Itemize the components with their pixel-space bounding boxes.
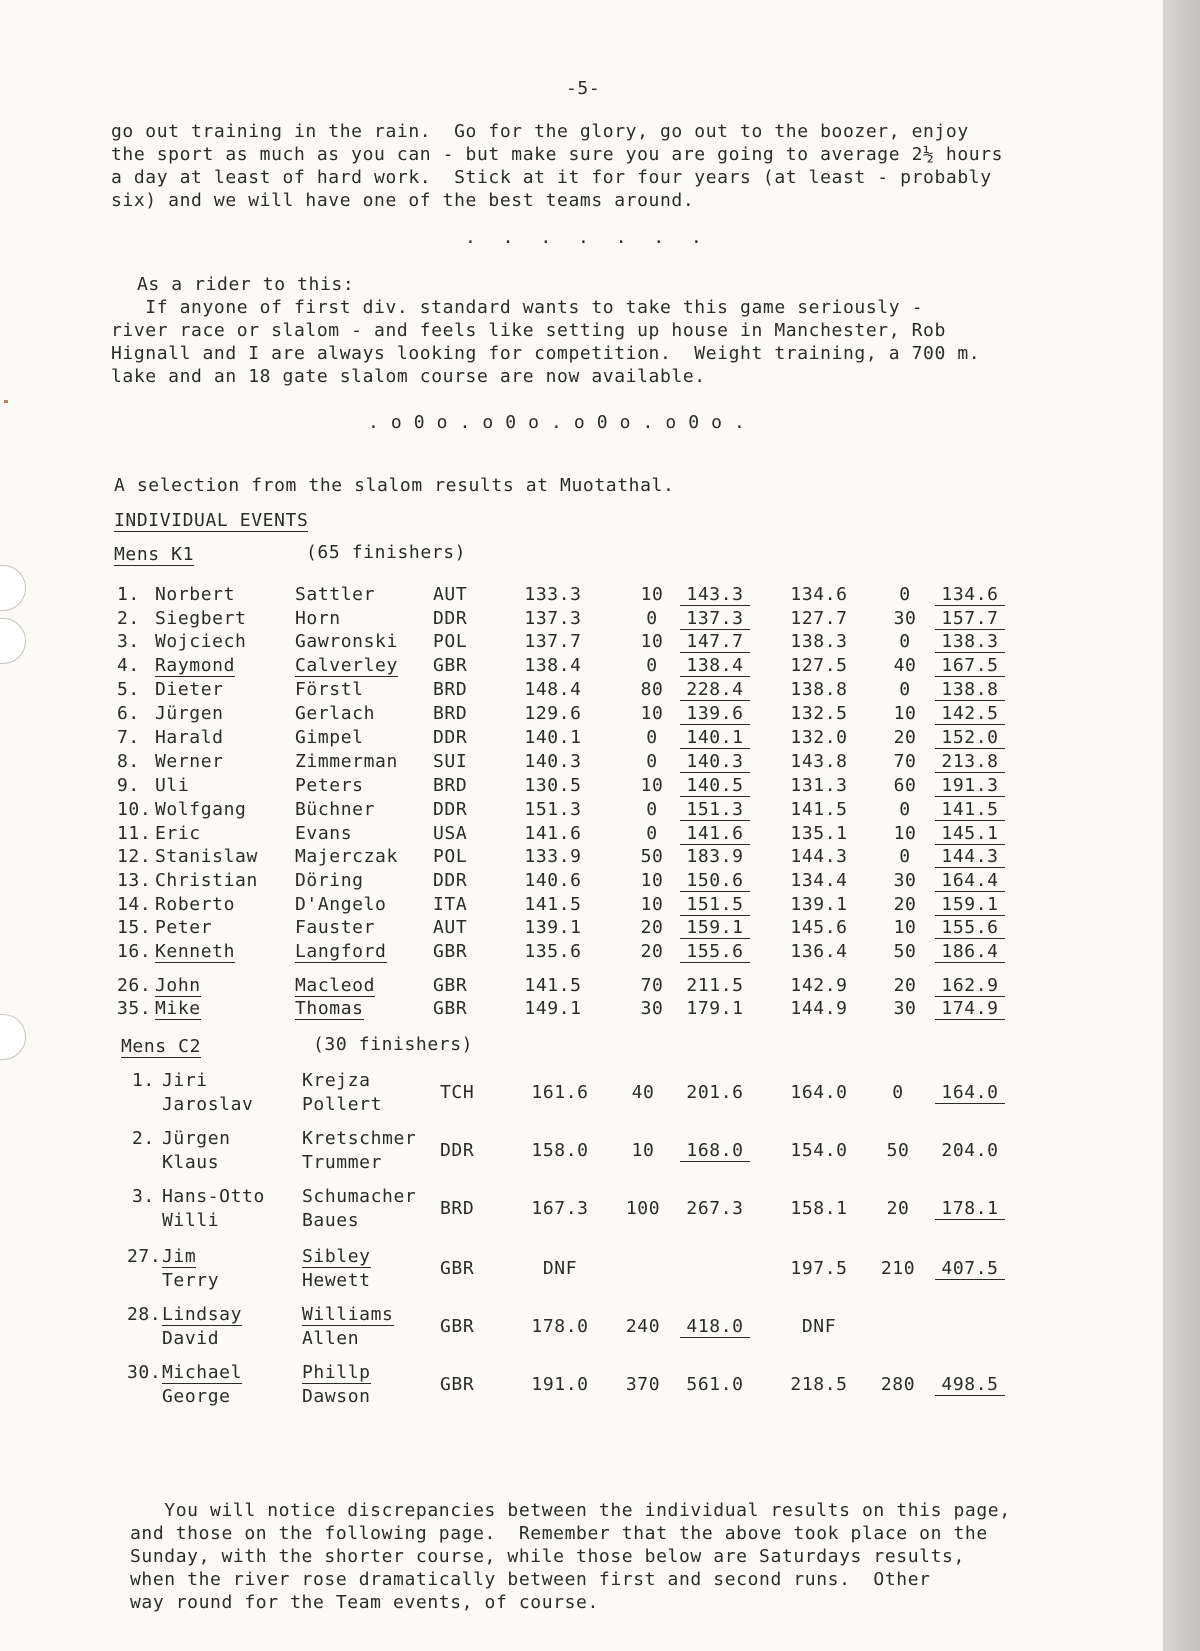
- run1-total: 151.5: [680, 896, 750, 916]
- run1-total: 267.3: [686, 1198, 744, 1219]
- position-number: 4.: [117, 655, 140, 676]
- surname: Allen: [302, 1328, 360, 1349]
- nation: BRD: [440, 1198, 475, 1219]
- position-number: 8.: [117, 751, 140, 772]
- surname: Büchner: [295, 799, 376, 820]
- table-row: [0, 872, 1163, 896]
- run1-time: 167.3: [531, 1198, 589, 1219]
- position-number: 7.: [117, 727, 140, 748]
- surname: Dawson: [302, 1386, 371, 1407]
- run1-total: 179.1: [686, 998, 744, 1019]
- run1-time: 151.3: [524, 799, 582, 820]
- run2-total: 138.8: [935, 681, 1005, 701]
- o-separator: . o 0 o . o 0 o . o 0 o . o 0 o .: [368, 412, 746, 433]
- position-number: 9.: [117, 775, 140, 796]
- surname: Döring: [295, 870, 364, 891]
- run2-total: 157.7: [935, 610, 1005, 630]
- surname: Majerczak: [295, 846, 398, 867]
- first-name: Wolfgang: [155, 799, 247, 820]
- closing-line: You will notice discrepancies between the individual results on this page,: [130, 1500, 1011, 1521]
- run1-time: 138.4: [524, 655, 582, 676]
- run1-total: 147.7: [680, 633, 750, 653]
- run1-penalty: 0: [646, 727, 658, 748]
- run2-time: 145.6: [790, 917, 848, 938]
- run1-time: 141.5: [524, 894, 582, 915]
- run2-time: 134.6: [790, 584, 848, 605]
- run1-time: 148.4: [524, 679, 582, 700]
- run1-time: 141.5: [524, 975, 582, 996]
- first-name: Jaroslav: [162, 1094, 254, 1115]
- run1-total: 418.0: [680, 1318, 750, 1338]
- first-name: Peter: [155, 917, 213, 938]
- first-name: Hans-Otto: [162, 1186, 265, 1207]
- first-name: Terry: [162, 1270, 220, 1291]
- table-row: [0, 657, 1163, 681]
- intro-line: go out training in the rain. Go for the glory, go out to the boozer, enjoy: [111, 121, 969, 142]
- run2-total: 213.8: [935, 753, 1005, 773]
- run2-total: 164.0: [935, 1084, 1005, 1104]
- nation: DDR: [433, 608, 468, 629]
- nation: DDR: [440, 1140, 475, 1161]
- nation: GBR: [440, 1258, 475, 1279]
- nation: BRD: [433, 679, 468, 700]
- run1-penalty: 240: [625, 1316, 661, 1337]
- run2-penalty: 0: [899, 846, 911, 867]
- k1-title: Mens K1: [114, 544, 195, 565]
- run2-penalty: 10: [893, 703, 917, 724]
- nation: DDR: [433, 799, 468, 820]
- position-number: 6.: [117, 703, 140, 724]
- rider-heading: As a rider to this:: [137, 274, 355, 295]
- run2-penalty: 20: [893, 975, 917, 996]
- run2-time: 144.9: [790, 998, 848, 1019]
- run2-time: 132.0: [790, 727, 848, 748]
- run2-penalty: 70: [893, 751, 917, 772]
- rider-line: If anyone of first div. standard wants to take this game seriously -: [111, 297, 924, 318]
- run2-total: 138.3: [935, 633, 1005, 653]
- first-name: Jim: [162, 1246, 197, 1267]
- run2-penalty: 50: [893, 941, 917, 962]
- first-name: Norbert: [155, 584, 236, 605]
- run1-total: 151.3: [680, 801, 750, 821]
- table-row: [0, 1000, 1163, 1024]
- run1-time: 133.9: [524, 846, 582, 867]
- run2-time: 138.3: [790, 631, 848, 652]
- run2-total: 141.5: [935, 801, 1005, 821]
- first-name: Kenneth: [155, 941, 236, 962]
- run2-total: 142.5: [935, 705, 1005, 725]
- first-name: Jürgen: [162, 1128, 231, 1149]
- run2-time: 138.8: [790, 679, 848, 700]
- c2-title: Mens C2: [121, 1036, 202, 1057]
- dots-separator: . . . . . . .: [465, 227, 710, 248]
- run1-penalty: 0: [646, 608, 658, 629]
- position-number: 11.: [117, 823, 152, 844]
- nation: GBR: [433, 998, 468, 1019]
- surname: Zimmerman: [295, 751, 398, 772]
- table-row: [0, 919, 1163, 943]
- closing-line: way round for the Team events, of course.: [130, 1592, 599, 1613]
- table-row: [0, 801, 1163, 825]
- run1-time: 137.7: [524, 631, 582, 652]
- run1-time: 149.1: [524, 998, 582, 1019]
- run1-penalty: 10: [631, 1140, 655, 1161]
- rider-line: river race or slalom - and feels like setting up house in Manchester, Rob: [111, 320, 946, 341]
- run2-time: 197.5: [790, 1258, 848, 1279]
- surname: D'Angelo: [295, 894, 387, 915]
- nation: GBR: [433, 655, 468, 676]
- surname: Langford: [295, 941, 387, 962]
- table-row: [0, 777, 1163, 801]
- position-number: 14.: [117, 894, 152, 915]
- surname: Kretschmer: [302, 1128, 417, 1149]
- surname: Williams: [302, 1304, 394, 1325]
- run2-penalty: 50: [886, 1140, 910, 1161]
- run2-time: 127.7: [790, 608, 848, 629]
- run1-time: 130.5: [524, 775, 582, 796]
- run1-total: 155.6: [680, 943, 750, 963]
- nation: GBR: [433, 975, 468, 996]
- first-name: Stanislaw: [155, 846, 258, 867]
- surname: Krejza: [302, 1070, 371, 1091]
- c2-finishers: (30 finishers): [313, 1034, 474, 1055]
- run1-total: 159.1: [680, 919, 750, 939]
- position-number: 15.: [117, 917, 152, 938]
- run1-total: 143.3: [680, 586, 750, 606]
- intro-line: the sport as much as you can - but make sure you are going to average 2½ hours: [111, 144, 1004, 165]
- run2-penalty: 210: [880, 1258, 916, 1279]
- run2-time: 141.5: [790, 799, 848, 820]
- run1-penalty: 0: [646, 655, 658, 676]
- closing-line: when the river rose dramatically between first and second runs. Other: [130, 1569, 931, 1590]
- run1-penalty: 0: [646, 823, 658, 844]
- first-name: Dieter: [155, 679, 224, 700]
- run1-time: 137.3: [524, 608, 582, 629]
- first-name: Lindsay: [162, 1304, 243, 1325]
- surname: Thomas: [295, 998, 364, 1019]
- nation: AUT: [433, 917, 468, 938]
- run2-time: 144.3: [790, 846, 848, 867]
- nation: AUT: [433, 584, 468, 605]
- surname: Calverley: [295, 655, 398, 676]
- run2-total: 162.9: [935, 977, 1005, 997]
- run1-time: 140.1: [524, 727, 582, 748]
- nation: USA: [433, 823, 468, 844]
- page-number: -5-: [566, 78, 601, 99]
- position-number: 1.: [132, 1070, 155, 1091]
- table-row: [0, 848, 1163, 872]
- run2-penalty: 30: [893, 608, 917, 629]
- run2-time: 135.1: [790, 823, 848, 844]
- position-number: 5.: [117, 679, 140, 700]
- run1-penalty: 10: [640, 775, 664, 796]
- table-row: [0, 586, 1163, 610]
- run2-penalty: 30: [893, 870, 917, 891]
- first-name: Jürgen: [155, 703, 224, 724]
- table-row: [0, 705, 1163, 729]
- run2-total: 191.3: [935, 777, 1005, 797]
- first-name: Jiri: [162, 1070, 208, 1091]
- position-number: 3.: [117, 631, 140, 652]
- table-row: [0, 753, 1163, 777]
- run1-total: 150.6: [680, 872, 750, 892]
- run2-total: 174.9: [935, 1000, 1005, 1020]
- run1-total: 140.3: [680, 753, 750, 773]
- surname: Sibley: [302, 1246, 371, 1267]
- run2-time: 164.0: [790, 1082, 848, 1103]
- run2-penalty: 0: [899, 584, 911, 605]
- rider-line: Hignall and I are always looking for competition. Weight training, a 700 m.: [111, 343, 981, 364]
- surname: Phillp: [302, 1362, 371, 1383]
- surname: Sattler: [295, 584, 376, 605]
- run1-total: 139.6: [680, 705, 750, 725]
- intro-line: a day at least of hard work. Stick at it for four years (at least - probably: [111, 167, 992, 188]
- run2-time: 142.9: [790, 975, 848, 996]
- run2-time: 143.8: [790, 751, 848, 772]
- run1-time: 140.6: [524, 870, 582, 891]
- run2-penalty: 40: [893, 655, 917, 676]
- nation: GBR: [440, 1374, 475, 1395]
- run2-penalty: 280: [880, 1374, 916, 1395]
- run2-total: 152.0: [935, 729, 1005, 749]
- position-number: 13.: [117, 870, 152, 891]
- run2-total: 186.4: [935, 943, 1005, 963]
- run1-total: 140.1: [680, 729, 750, 749]
- first-name: Eric: [155, 823, 201, 844]
- run1-total: 141.6: [680, 825, 750, 845]
- position-number: 35.: [117, 998, 152, 1019]
- run2-total: 134.6: [935, 586, 1005, 606]
- rider-line: lake and an 18 gate slalom course are now available.: [111, 366, 706, 387]
- run2-time: 131.3: [790, 775, 848, 796]
- run1-time: 133.3: [524, 584, 582, 605]
- nation: GBR: [433, 941, 468, 962]
- closing-line: Sunday, with the shorter course, while those below are Saturdays results,: [130, 1546, 965, 1567]
- run1-total: 561.0: [686, 1374, 744, 1395]
- nation: POL: [433, 631, 468, 652]
- run1-time: 178.0: [531, 1316, 589, 1337]
- position-number: 3.: [132, 1186, 155, 1207]
- first-name: Christian: [155, 870, 258, 891]
- first-name: Siegbert: [155, 608, 247, 629]
- table-row: [0, 943, 1163, 967]
- run1-total: 211.5: [686, 975, 744, 996]
- first-name: Werner: [155, 751, 224, 772]
- run2-time: 134.4: [790, 870, 848, 891]
- table-row: [0, 1364, 1163, 1412]
- individual-events-heading: INDIVIDUAL EVENTS: [114, 510, 309, 531]
- table-row: [0, 729, 1163, 753]
- page-edge: [1163, 0, 1200, 1651]
- table-row: [0, 1248, 1163, 1296]
- run1-penalty: 30: [640, 998, 664, 1019]
- position-number: 12.: [117, 846, 152, 867]
- run2-penalty: 0: [892, 1082, 904, 1103]
- run2-total: 407.5: [935, 1260, 1005, 1280]
- run1-time: 139.1: [524, 917, 582, 938]
- first-name: Wojciech: [155, 631, 247, 652]
- table-row: [0, 681, 1163, 705]
- run2-time: 139.1: [790, 894, 848, 915]
- run1-time: 141.6: [524, 823, 582, 844]
- run1-time: DNF: [542, 1258, 578, 1279]
- run2-time: 218.5: [790, 1374, 848, 1395]
- table-row: [0, 1072, 1163, 1120]
- run2-time: 127.5: [790, 655, 848, 676]
- surname: Gimpel: [295, 727, 364, 748]
- closing-line: and those on the following page. Remember that the above took place on the: [130, 1523, 988, 1544]
- run2-time: 154.0: [790, 1140, 848, 1161]
- run1-penalty: 40: [631, 1082, 655, 1103]
- first-name: Mike: [155, 998, 201, 1019]
- run2-penalty: 30: [893, 998, 917, 1019]
- run1-total: 140.5: [680, 777, 750, 797]
- position-number: 26.: [117, 975, 152, 996]
- run2-total: 159.1: [935, 896, 1005, 916]
- nation: BRD: [433, 775, 468, 796]
- position-number: 30.: [127, 1362, 162, 1383]
- first-name: Roberto: [155, 894, 236, 915]
- surname: Baues: [302, 1210, 360, 1231]
- k1-finishers: (65 finishers): [306, 542, 467, 563]
- run2-total: 144.3: [935, 848, 1005, 868]
- nation: POL: [433, 846, 468, 867]
- run2-penalty: 10: [893, 917, 917, 938]
- run1-time: 129.6: [524, 703, 582, 724]
- run2-time: DNF: [801, 1316, 837, 1337]
- first-name: Klaus: [162, 1152, 220, 1173]
- run1-penalty: 100: [625, 1198, 661, 1219]
- nation: DDR: [433, 870, 468, 891]
- surname: Fauster: [295, 917, 376, 938]
- run1-penalty: 50: [640, 846, 664, 867]
- run2-time: 158.1: [790, 1198, 848, 1219]
- surname: Trummer: [302, 1152, 383, 1173]
- run2-total: 204.0: [941, 1140, 999, 1161]
- surname: Gawronski: [295, 631, 398, 652]
- surname: Schumacher: [302, 1186, 417, 1207]
- run1-time: 161.6: [531, 1082, 589, 1103]
- run1-penalty: 10: [640, 703, 664, 724]
- surname: Pollert: [302, 1094, 383, 1115]
- first-name: Raymond: [155, 655, 236, 676]
- run1-penalty: 70: [640, 975, 664, 996]
- run1-penalty: 10: [640, 870, 664, 891]
- first-name: David: [162, 1328, 220, 1349]
- run2-total: 155.6: [935, 919, 1005, 939]
- nation: SUI: [433, 751, 468, 772]
- table-row: [0, 1130, 1163, 1178]
- run2-penalty: 0: [899, 799, 911, 820]
- run1-penalty: 20: [640, 941, 664, 962]
- run1-penalty: 20: [640, 917, 664, 938]
- position-number: 16.: [117, 941, 152, 962]
- run1-penalty: 0: [646, 799, 658, 820]
- position-number: 2.: [132, 1128, 155, 1149]
- run1-total: 201.6: [686, 1082, 744, 1103]
- run1-time: 158.0: [531, 1140, 589, 1161]
- run1-total: 183.9: [686, 846, 744, 867]
- surname: Evans: [295, 823, 353, 844]
- run2-penalty: 20: [886, 1198, 910, 1219]
- run1-penalty: 80: [640, 679, 664, 700]
- run1-penalty: 0: [646, 751, 658, 772]
- table-row: [0, 1306, 1163, 1354]
- first-name: Harald: [155, 727, 224, 748]
- run2-penalty: 60: [893, 775, 917, 796]
- run1-total: 138.4: [680, 657, 750, 677]
- position-number: 10.: [117, 799, 152, 820]
- run2-penalty: 0: [899, 631, 911, 652]
- run1-penalty: 10: [640, 631, 664, 652]
- run2-time: 132.5: [790, 703, 848, 724]
- run1-total: 228.4: [680, 681, 750, 701]
- first-name: Willi: [162, 1210, 220, 1231]
- position-number: 2.: [117, 608, 140, 629]
- run1-total: 168.0: [680, 1142, 750, 1162]
- run1-penalty: 370: [625, 1374, 661, 1395]
- run2-penalty: 20: [893, 727, 917, 748]
- surname: Förstl: [295, 679, 364, 700]
- run2-total: 167.5: [935, 657, 1005, 677]
- first-name: John: [155, 975, 201, 996]
- first-name: Michael: [162, 1362, 243, 1383]
- nation: TCH: [440, 1082, 475, 1103]
- position-number: 28.: [127, 1304, 162, 1325]
- table-row: [0, 633, 1163, 657]
- run1-time: 140.3: [524, 751, 582, 772]
- run2-total: 164.4: [935, 872, 1005, 892]
- surname: Horn: [295, 608, 341, 629]
- run2-total: 178.1: [935, 1200, 1005, 1220]
- surname: Hewett: [302, 1270, 371, 1291]
- run1-time: 191.0: [531, 1374, 589, 1395]
- first-name: George: [162, 1386, 231, 1407]
- run2-penalty: 20: [893, 894, 917, 915]
- surname: Gerlach: [295, 703, 376, 724]
- first-name: Uli: [155, 775, 190, 796]
- run1-total: 137.3: [680, 610, 750, 630]
- nation: ITA: [433, 894, 468, 915]
- nation: DDR: [433, 727, 468, 748]
- run1-time: 135.6: [524, 941, 582, 962]
- run2-penalty: 10: [893, 823, 917, 844]
- surname: Peters: [295, 775, 364, 796]
- run2-time: 136.4: [790, 941, 848, 962]
- nation: GBR: [440, 1316, 475, 1337]
- run1-penalty: 10: [640, 584, 664, 605]
- margin-mark: [4, 400, 8, 403]
- run1-penalty: 10: [640, 894, 664, 915]
- selection-line: A selection from the slalom results at Muotathal.: [114, 475, 675, 496]
- position-number: 27.: [127, 1246, 162, 1267]
- position-number: 1.: [117, 584, 140, 605]
- intro-line: six) and we will have one of the best teams around.: [111, 190, 695, 211]
- surname: Macleod: [295, 975, 376, 996]
- nation: BRD: [433, 703, 468, 724]
- run2-total: 498.5: [935, 1376, 1005, 1396]
- run2-total: 145.1: [935, 825, 1005, 845]
- run2-penalty: 0: [899, 679, 911, 700]
- table-row: [0, 1188, 1163, 1236]
